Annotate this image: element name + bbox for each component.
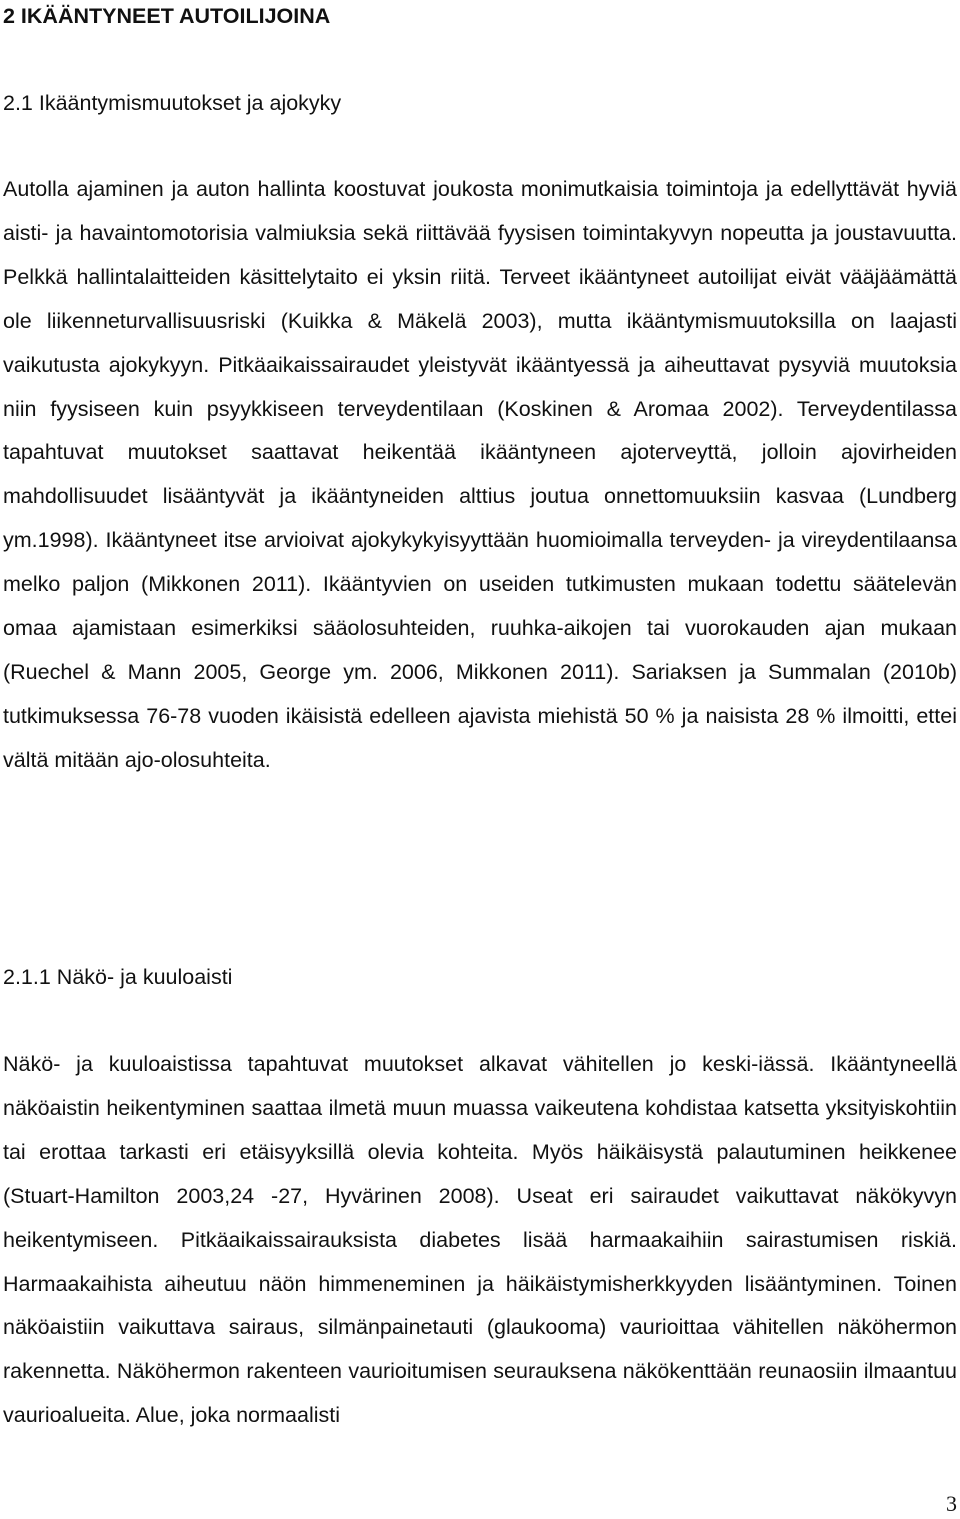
body-paragraph: Autolla ajaminen ja auton hallinta koostuvat joukosta monimutkaisia toimintoja ja edellyttävät hyviä aisti- ja havaintomotorisia valmiuksia sekä riittävää fyysisen toimintakyvyn nopeutta ja joustavuutta. Pelkkä hallintalaitteiden käsittelytaito ei yksin riitä. Terveet ikääntyneet autoilijat eivät vääjäämättä ole liikenneturvallisuusriski (Kuikka & Mäkelä 2003), mutta ikääntymismuutoksilla on laajasti vaikutusta ajokykyyn. Pitkäaikaissairaudet yleistyvät ikääntyessä ja aiheuttavat pysyviä muutoksia niin fyysiseen kuin psyykkiseen terveydentilaan (Koskinen & Aromaa 2002). Terveydentilassa tapahtuvat muutokset saattavat heikentää ikääntyneen ajoterveyttä, jolloin ajovirheiden mahdollisuudet lisääntyvät ja ikääntyneiden alttius joutua onnettomuuksiin kasvaa (Lundberg ym.1998). Ikääntyneet itse arvioivat ajokykykyisyyttään huomioimalla terveyden- ja vireydentilaansa melko paljon (Mikkonen 2011). Ikääntyvien on useiden tutkimusten mukaan todettu säätelevän omaa ajamistaan esimerkiksi sääolosuhteiden, ruuhka-aikojen tai vuorokauden ajan mukaan (Ruechel & Mann 2005, George ym. 2006, Mikkonen 2011). Sariaksen ja Summalan (2010b) tutkimuksessa 76-78 vuoden ikäisistä edelleen ajavista miehistä 50 % ja naisista 28 % ilmoitti, ettei vältä mitään ajo-olosuhteita. xyxy=(3,177,957,772)
page-number: 3 xyxy=(946,1491,957,1516)
chapter-heading: 2 IKÄÄNTYNEET AUTOILIJOINA xyxy=(3,4,331,28)
subsection-heading: 2.1.1 Näkö- ja kuuloaisti xyxy=(3,965,233,989)
section-heading: 2.1 Ikääntymismuutokset ja ajokyky xyxy=(3,91,342,115)
body-paragraph: Näkö- ja kuuloaistissa tapahtuvat muutokset alkavat vähitellen jo keski-iässä. Ikääntyneellä näköaistin heikentyminen saattaa ilmetä muun muassa vaikeutena kohdistaa katsetta yksityiskohtiin tai erottaa tarkasti eri etäisyyksillä olevia kohteita. Myös häikäisystä palautuminen heikkenee (Stuart-Hamilton 2003,24 -27, Hyvärinen 2008). Useat eri sairaudet vaikuttavat näkökyvyn heikentymiseen. Pitkäaikaissairauksista diabetes lisää harmaakaihiin sairastumisen riskiä. Harmaakaihista aiheutuu näön himmeneminen ja häikäistymisherkkyyden lisääntyminen. Toinen näköaistiin vaikuttava sairaus, silmänpainetauti (glaukooma) vaurioittaa vähitellen näköhermon rakennetta. Näköhermon rakenteen vaurioitumisen seurauksena näkökenttään reunaosiin ilmaantuu vaurioalueita. Alue, joka normaalisti xyxy=(3,1052,957,1428)
